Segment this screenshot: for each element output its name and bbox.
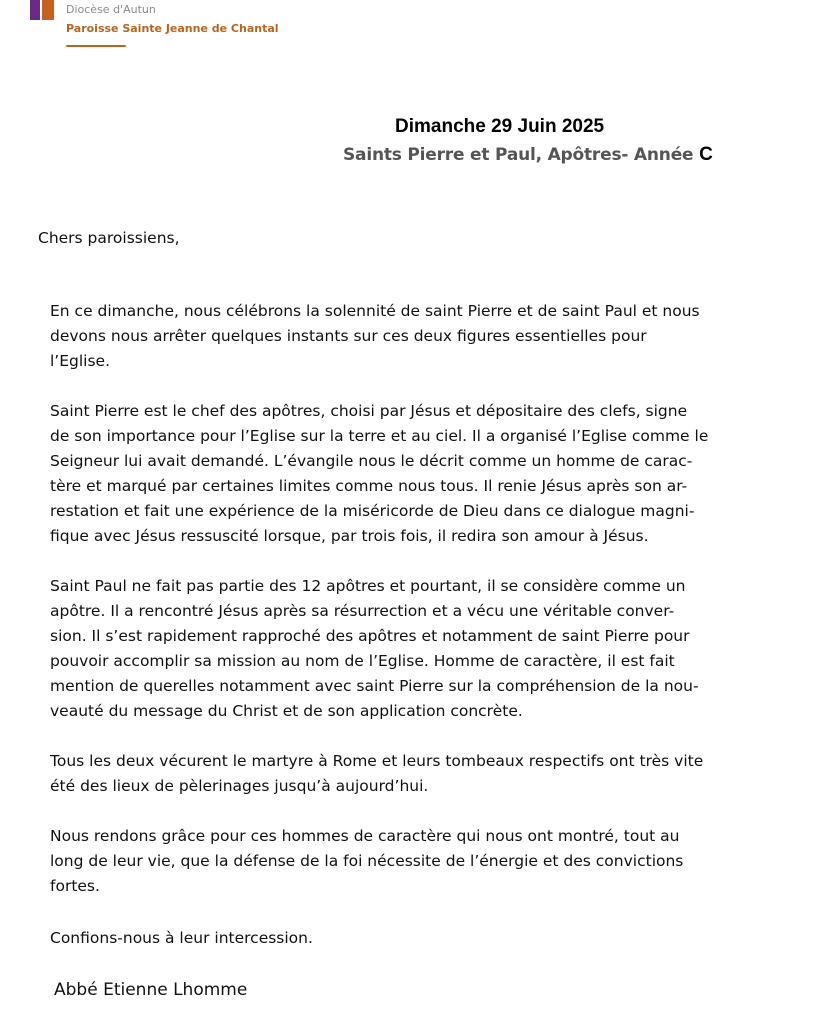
- paragraph-line: mention de querelles notamment avec saint Pierre sur la compréhension de la nou-: [50, 677, 699, 695]
- paragraph-line: Tous les deux vécurent le martyre à Rome et leurs tombeaux respectifs ont très vite: [50, 752, 704, 770]
- feast-name: Saints Pierre et Paul, Apôtres- Année: [343, 145, 700, 165]
- parish-logo: [30, 0, 54, 20]
- paragraph-line: apôtre. Il a rencontré Jésus après sa résurrection et a vécu une véritable conver-: [50, 602, 675, 620]
- paragraph-line: long de leur vie, que la défense de la foi nécessite de l’énergie et des convictions: [50, 852, 684, 870]
- paragraph-line: sion. Il s’est rapidement rapproché des apôtres et notamment de saint Pierre pour: [50, 627, 690, 645]
- paragraph-line: En ce dimanche, nous célébrons la solennité de saint Pierre et de saint Paul et nous: [50, 302, 700, 320]
- paragraph-1: [50, 299, 750, 374]
- paragraph-line: fique avec Jésus ressuscité lorsque, par trois fois, il redira son amour à Jésus.: [50, 527, 649, 545]
- paragraph-line: Saint Paul ne fait pas partie des 12 apôtres et pourtant, il se considère comme un: [50, 577, 686, 595]
- paragraph-line: veauté du message du Christ et de son application concrète.: [50, 702, 523, 720]
- parish-name: Paroisse Sainte Jeanne de Chantal: [66, 22, 279, 35]
- paragraph-line: Nous rendons grâce pour ces hommes de caractère qui nous ont montré, tout au: [50, 827, 680, 845]
- feast-title: [343, 144, 713, 166]
- logo-underline: [66, 45, 126, 47]
- paragraph-line: tère et marqué par certaines limites comme nous tous. Il renie Jésus après son ar-: [50, 477, 688, 495]
- paragraph-line: de son importance pour l’Eglise sur la terre et au ciel. Il a organisé l’Eglise comme le: [50, 427, 709, 445]
- paragraph-line: Confions-nous à leur intercession.: [50, 929, 313, 947]
- paragraph-line: été des lieux de pèlerinages jusqu’à aujourd’hui.: [50, 777, 429, 795]
- letter-date: Dimanche 29 Juin 2025: [395, 116, 605, 137]
- logo-bar-purple: [30, 0, 40, 20]
- signature: Abbé Etienne Lhomme: [54, 980, 248, 1000]
- logo-bar-orange: [42, 0, 54, 20]
- paragraph-line: devons nous arrêter quelques instants sur ces deux figures essentielles pour: [50, 327, 647, 345]
- salutation: Chers paroissiens,: [38, 229, 180, 247]
- diocese-name: Diocèse d'Autun: [66, 3, 156, 16]
- paragraph-2: [50, 399, 750, 549]
- paragraph-6: [50, 926, 750, 951]
- paragraph-line: l’Eglise.: [50, 352, 111, 370]
- paragraph-line: Seigneur lui avait demandé. L’évangile nous le décrit comme un homme de carac-: [50, 452, 693, 470]
- paragraph-5: [50, 824, 750, 899]
- paragraph-line: restation et fait une expérience de la miséricorde de Dieu dans ce dialogue magni-: [50, 502, 695, 520]
- liturgical-year-letter: C: [699, 144, 713, 165]
- paragraph-line: Saint Pierre est le chef des apôtres, choisi par Jésus et dépositaire des clefs, signe: [50, 402, 688, 420]
- paragraph-3: [50, 574, 750, 724]
- paragraph-line: fortes.: [50, 877, 100, 895]
- paragraph-4: [50, 749, 750, 799]
- paragraph-line: pouvoir accomplir sa mission au nom de l’Eglise. Homme de caractère, il est fait: [50, 652, 675, 670]
